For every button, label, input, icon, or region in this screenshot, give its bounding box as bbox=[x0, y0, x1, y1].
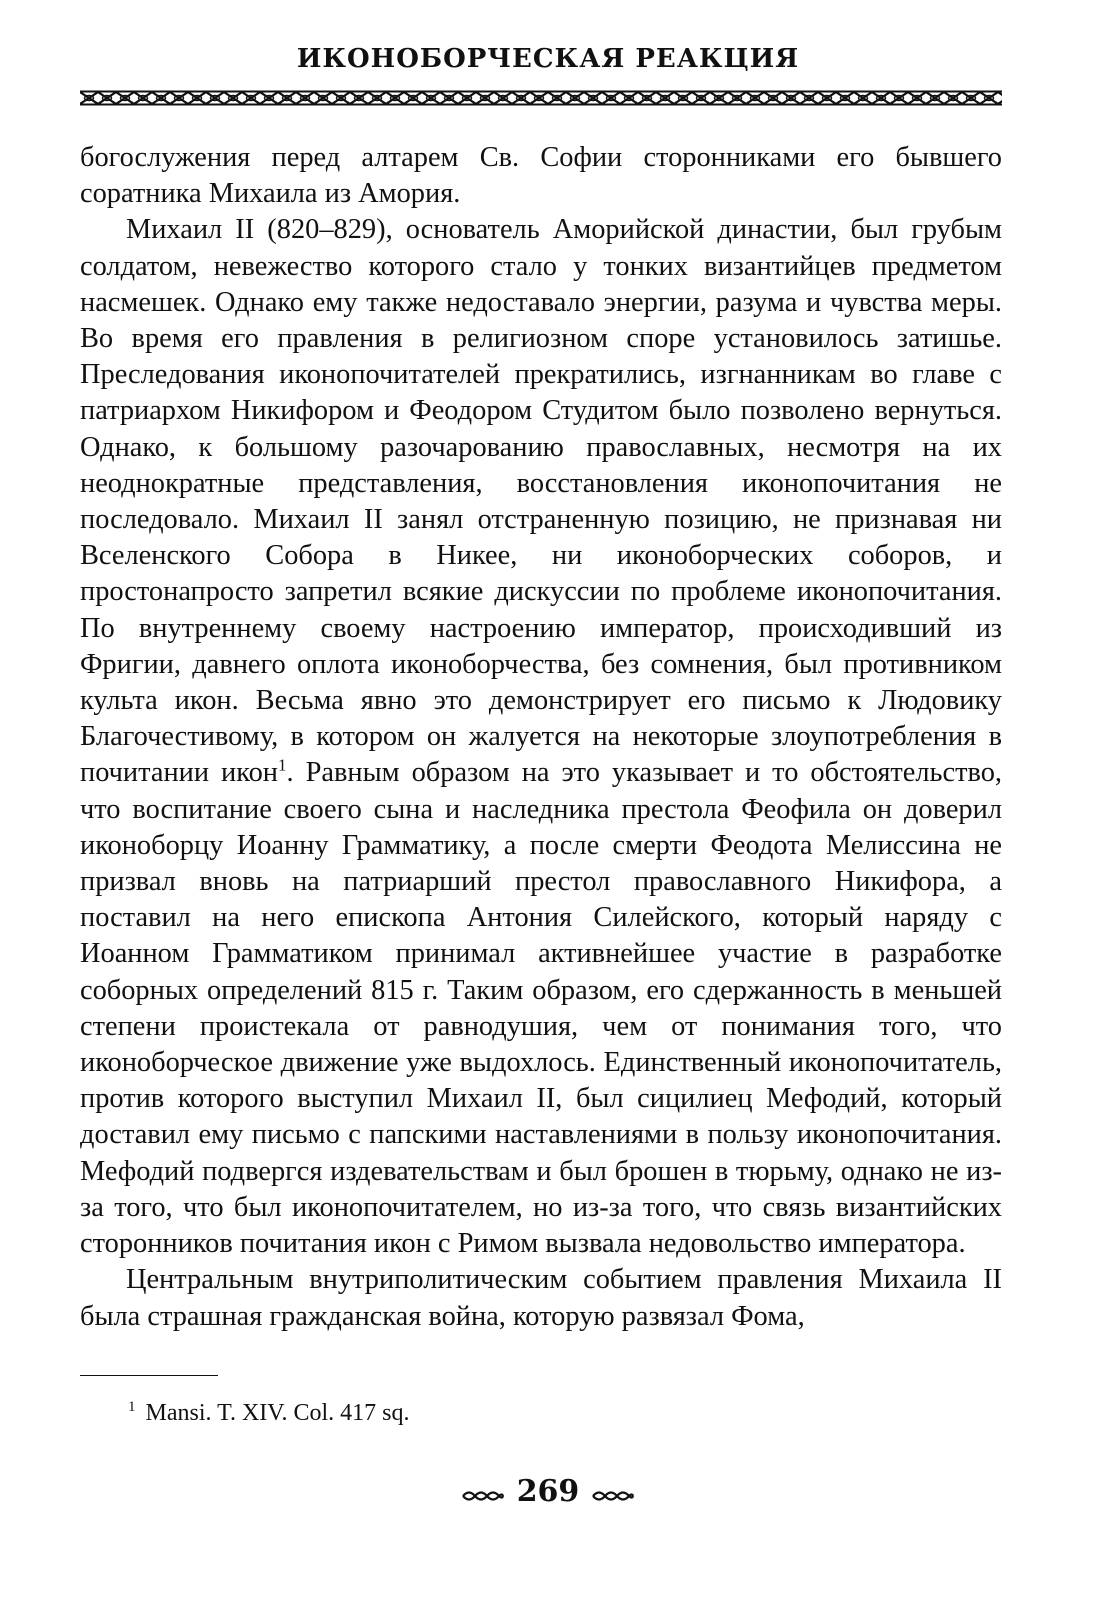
page-number-block bbox=[0, 1474, 1096, 1511]
ornamental-rule bbox=[80, 90, 1002, 106]
paragraph: Центральным внутриполитическим событием правления Михаила II была страшная гражданская война, которую развязал Фома, bbox=[80, 1264, 1002, 1332]
footnote-rule bbox=[80, 1375, 218, 1376]
footnote-text: Mansi. T. XIV. Col. 417 sq. bbox=[145, 1400, 410, 1426]
footnote-marker: 1 bbox=[128, 1399, 136, 1415]
paragraph: богослужения перед алтарем Св. Софии сторонниками его бывшего соратника Михаила из Амория. bbox=[80, 142, 1002, 210]
right-ornament-icon bbox=[591, 1476, 635, 1511]
running-title: ИКОНОБОРЧЕСКАЯ РЕАКЦИЯ bbox=[296, 44, 800, 74]
left-ornament-icon bbox=[461, 1476, 505, 1511]
paragraph-text: . Равным образом на это указывает и то обстоятельство, что воспитание своего сына и наследника престола Феофила он доверил иконоборцу Иоанну Грамматику, а после смерти Феодота Мелиссина не призвал вновь на патриарший престол православного Никифора, а поставил на него епископа Антония Силейского, который наряду с Иоанном Грамматиком принимал активнейшее участие в разработке соборных определений 815 г. Таким образом, его сдержанность в меньшей степени проистекала от равнодушия, чем от понимания того, что иконоборческое движение уже выдохлось. Единственный иконопочитатель, против которого выступил Михаил II, был сицилиец Мефодий, который доставил ему письмо с папскими наставлениями в пользу иконопочитания. Мефодий подвергся издевательствам и был брошен в тюрьму, однако не из-за того, что был иконопочитателем, но из-за того, что связь византийских сторонников почитания икон с Римом вызвала недовольство императора. bbox=[80, 757, 1003, 1260]
page-number: 269 bbox=[516, 1474, 580, 1509]
paragraph-text: Михаил II (820–829), основатель Аморийской династии, был грубым солдатом, невежество которого стало у тонких византийцев предметом насмешек. Однако ему также недоставало энергии, разума и чувства меры. Во время его правления в религиозном споре установилось затишье. Преследования иконопочитателей прекратились, изгнанникам во главе с патриархом Никифором и Феодором Студитом было позволено вернуться. Однако, к большому разочарованию православных, несмотря на их неоднократные представления, восстановления иконопочитания не последовало. Михаил II занял отстраненную позицию, не признавая ни Вселенского Собора в Никее, ни иконоборческих соборов, и простонапросто запретил всякие дискуссии по проблеме иконопочитания. По внутреннему своему настроению император, происходивший из Фригии, давнего оплота иконоборчества, без сомнения, был противником культа икон. Весьма явно это демонстрирует его письмо к Людовику Благочестивому, в котором он жалуется на некоторые злоупотребления в почитании икон bbox=[80, 214, 1002, 789]
footnote bbox=[128, 1392, 410, 1428]
paragraph bbox=[80, 212, 1002, 1262]
footnote-reference: 1 bbox=[278, 755, 287, 775]
main-text bbox=[80, 140, 1002, 1335]
